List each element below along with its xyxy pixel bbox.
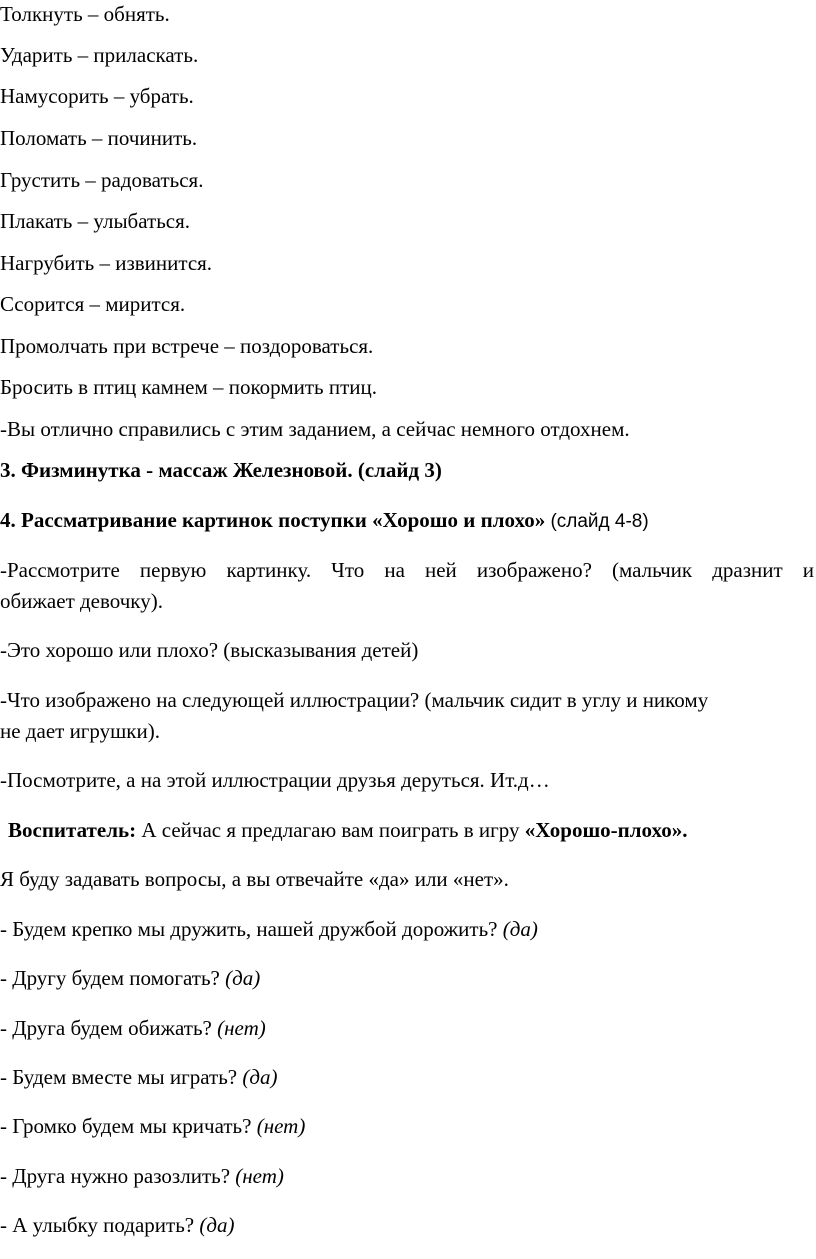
game-question-text: - Будем вместе мы играть? — [0, 1065, 243, 1089]
game-question-5 — [0, 1112, 305, 1140]
game-question-4 — [0, 1063, 277, 1091]
game-answer: (нет) — [235, 1164, 284, 1188]
game-answer: (нет) — [256, 1114, 306, 1138]
game-question-2 — [0, 964, 260, 992]
pair-line-8: Ссорится – мирится. — [0, 292, 186, 316]
game-question-text: - Будем крепко мы дружить, нашей дружбой дорожить? — [0, 917, 503, 941]
question-1-line-1: -Рассмотрите первую картинку. Что на ней изображено? (мальчик дразнит и — [0, 558, 814, 582]
game-answer: (нет) — [217, 1016, 266, 1040]
section-4-heading — [0, 506, 649, 536]
pair-line-3: Намусорить – убрать. — [0, 84, 194, 108]
pair-line-7: Нагрубить – извинится. — [0, 251, 213, 275]
pair-line-5: Грустить – радоваться. — [0, 168, 204, 192]
teacher-label: Воспитатель: — [8, 818, 137, 842]
game-question-text: - Друга нужно разозлить? — [0, 1164, 236, 1188]
instruction-text: Я буду задавать вопросы, а вы отвечайте «да» или «нет». — [0, 867, 509, 891]
question-4: -Посмотрите, а на этой иллюстрации друзья деруться. Ит.д… — [0, 768, 550, 792]
section-3-heading: 3. Физминутка - массаж Железновой. (слайд 3) — [0, 458, 442, 482]
game-question-1 — [0, 915, 538, 943]
pair-line-6: Плакать – улыбаться. — [0, 209, 190, 233]
question-1-line-2: обижает девочку). — [0, 589, 163, 613]
pair-line-9: Промолчать при встрече – поздороваться. — [0, 334, 374, 358]
game-question-text: - А улыбку подарить? — [0, 1213, 200, 1237]
game-question-7 — [0, 1211, 234, 1239]
teacher-text: А сейчас я предлагаю вам поиграть в игру — [136, 818, 525, 842]
question-2: -Это хорошо или плохо? (высказывания детей) — [0, 638, 419, 662]
pair-line-4: Поломать – починить. — [0, 126, 198, 150]
game-answer: (да) — [502, 917, 538, 941]
game-answer: (да) — [199, 1213, 235, 1237]
game-answer: (да) — [225, 966, 261, 990]
game-answer: (да) — [242, 1065, 278, 1089]
section-4-title: 4. Рассматривание картинок поступки «Хорошо и плохо» — [0, 508, 546, 532]
game-question-6 — [0, 1162, 284, 1190]
teacher-line — [8, 816, 687, 844]
pair-line-10: Бросить в птиц камнем – покормить птиц. — [0, 375, 378, 399]
pair-line-1: Толкнуть – обнять. — [0, 2, 170, 26]
game-question-3 — [0, 1014, 266, 1042]
pair-line-2: Ударить – приласкать. — [0, 43, 199, 67]
game-title: «Хорошо-плохо». — [524, 818, 688, 842]
game-question-text: - Другу будем помогать? — [0, 966, 226, 990]
game-question-text: - Друга будем обижать? — [0, 1016, 218, 1040]
praise-text: -Вы отлично справились с этим заданием, а сейчас немного отдохнем. — [0, 417, 630, 441]
question-3-line-1: -Что изображено на следующей иллюстрации? (мальчик сидит в углу и никому — [0, 688, 709, 712]
section-4-slide-ref: (слайд 4-8) — [550, 511, 649, 532]
question-3-line-2: не дает игрушки). — [0, 719, 160, 743]
game-question-text: - Громко будем мы кричать? — [0, 1114, 257, 1138]
